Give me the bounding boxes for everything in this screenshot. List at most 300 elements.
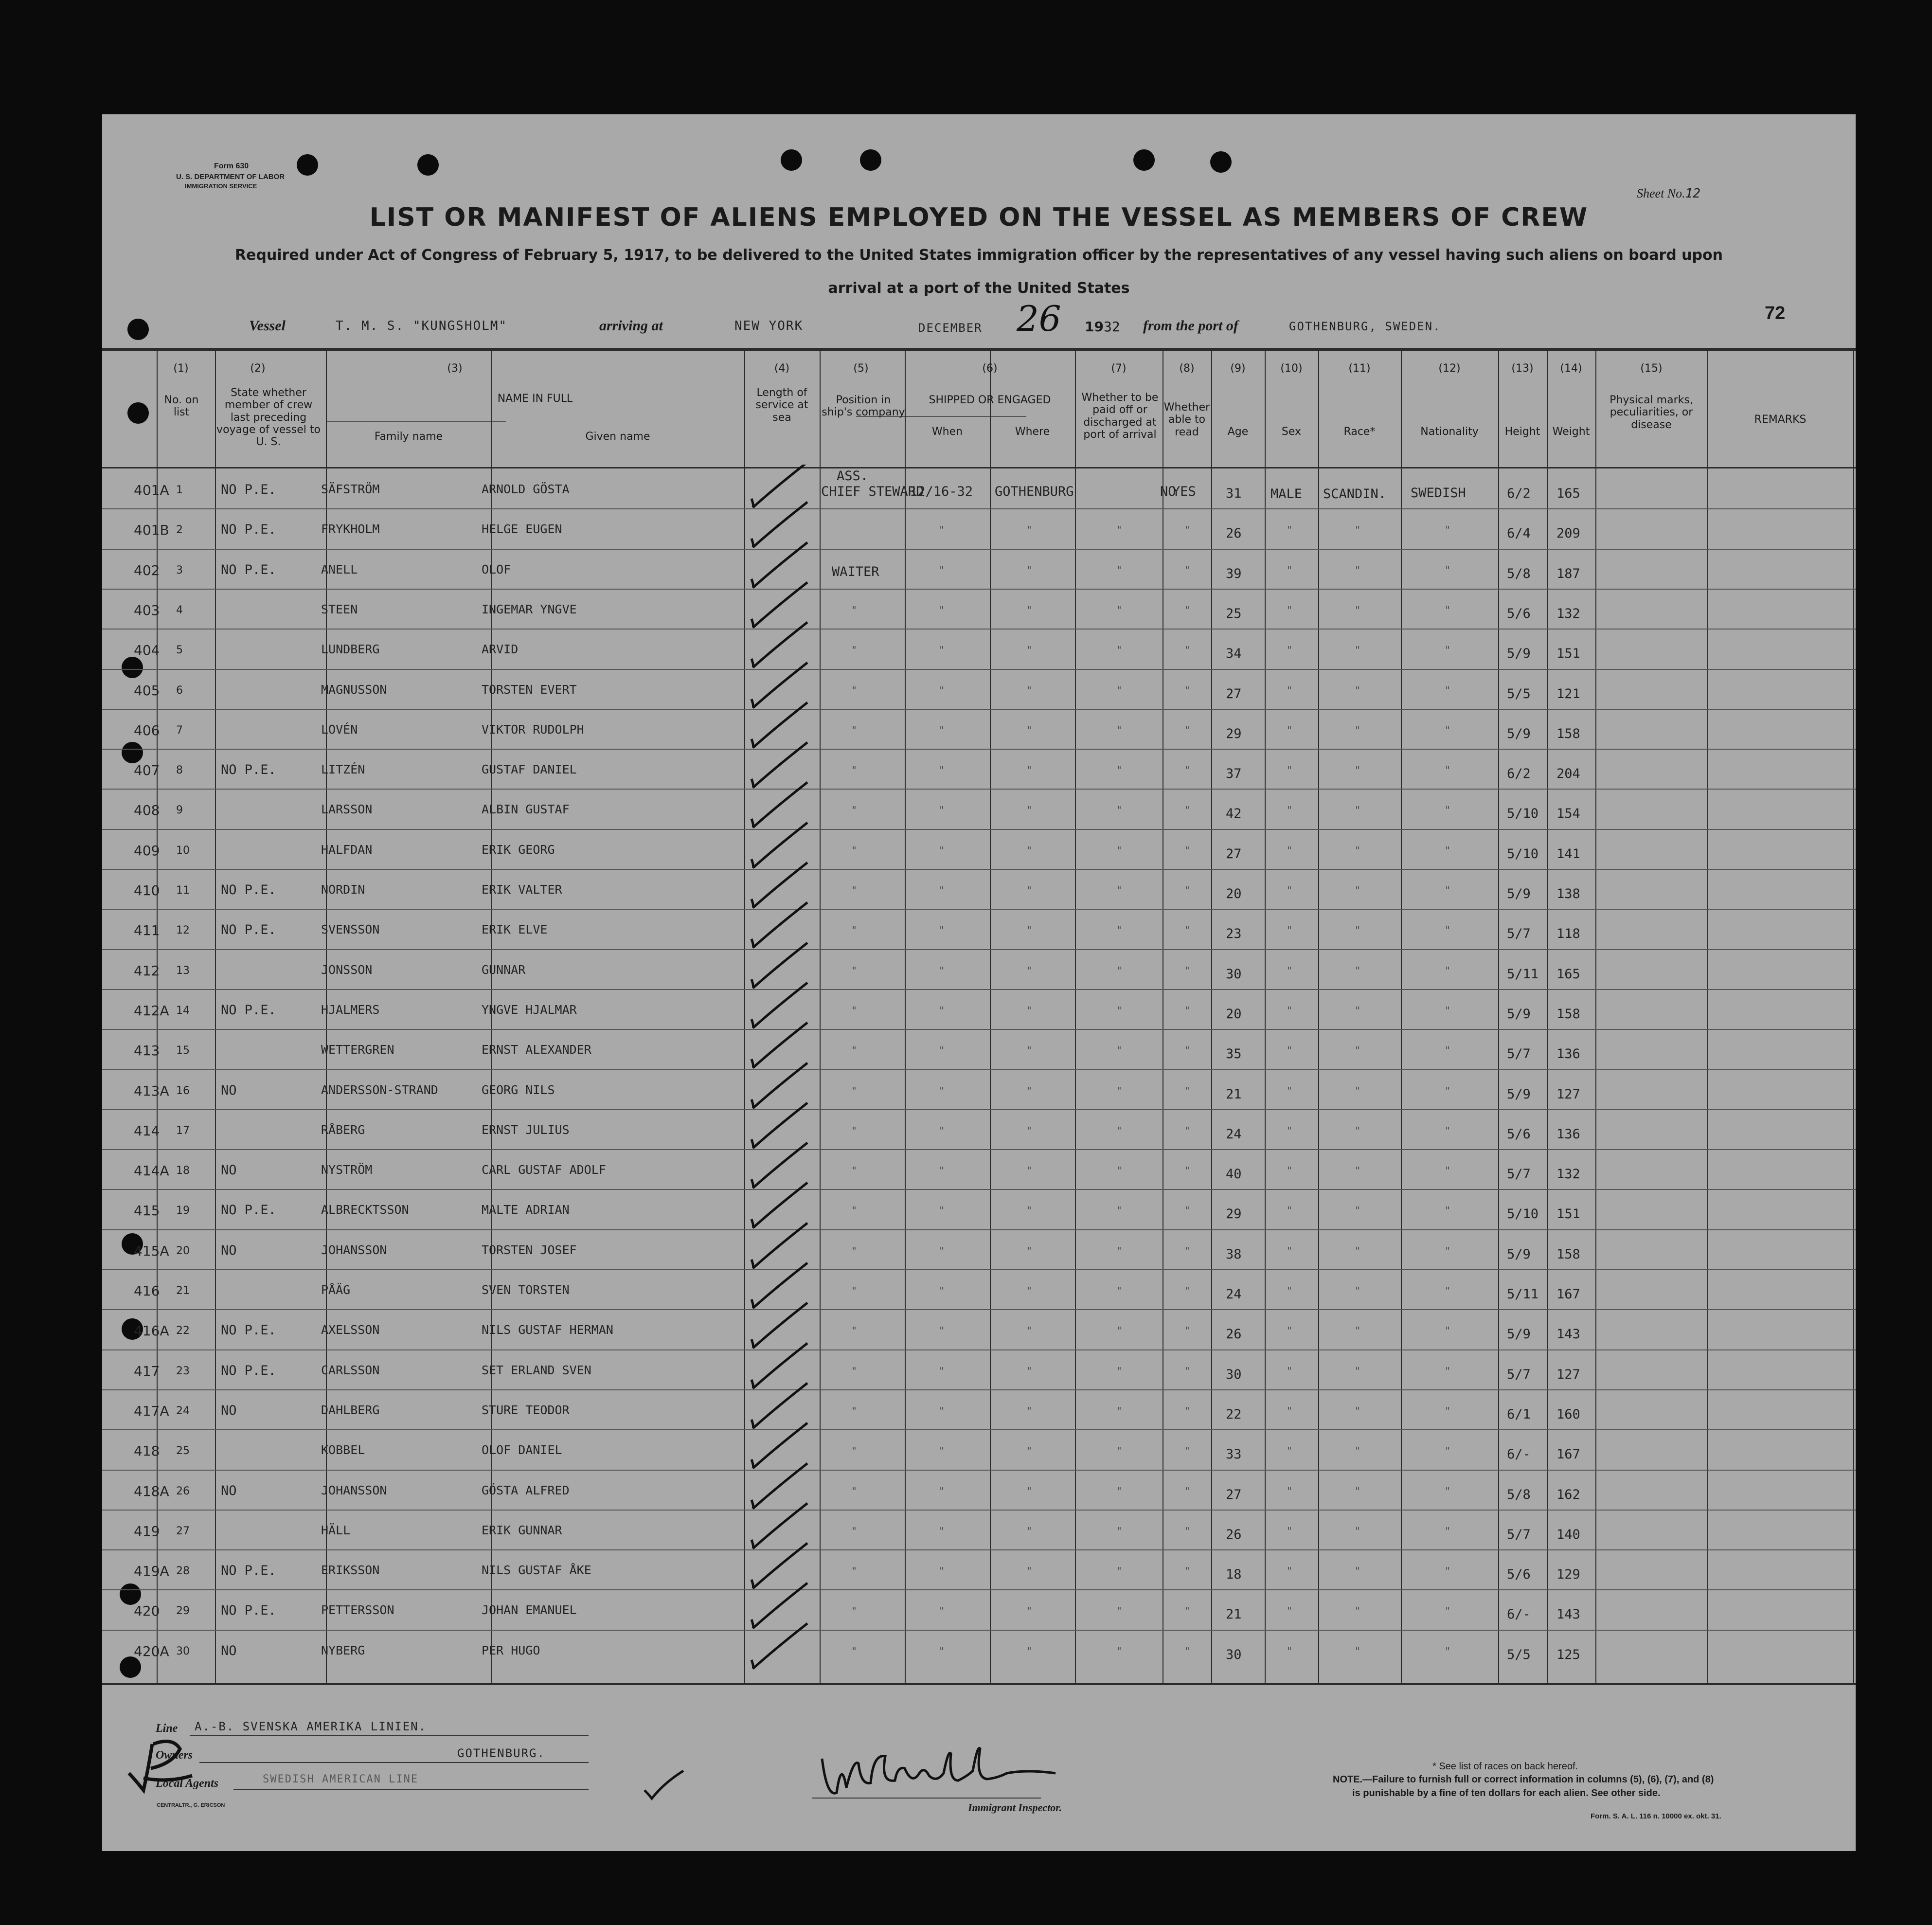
service-check-mark xyxy=(751,1543,807,1588)
ditto-mark: " xyxy=(939,1205,945,1216)
height: 5/9 xyxy=(1507,1247,1531,1262)
ditto-mark: " xyxy=(1026,604,1033,616)
ditto-mark: " xyxy=(851,1405,858,1417)
ditto-mark: " xyxy=(1116,1645,1123,1657)
sheet-number xyxy=(1637,186,1700,201)
ditto-mark: " xyxy=(1184,724,1191,736)
ditto-mark: " xyxy=(1287,684,1293,696)
ditto-mark: " xyxy=(1355,1605,1361,1617)
weight: 165 xyxy=(1556,967,1580,982)
ditto-mark: " xyxy=(939,684,945,696)
ditto-mark: " xyxy=(1287,1205,1293,1216)
arrival-year xyxy=(1085,319,1120,335)
ditto-mark: " xyxy=(1116,1085,1123,1097)
ditto-mark: " xyxy=(1355,1445,1361,1457)
list-number: 14 xyxy=(176,1005,190,1017)
ditto-mark: " xyxy=(1355,1405,1361,1417)
previous-voyage: NO P.E. xyxy=(221,1603,276,1618)
ditto-mark: " xyxy=(851,1325,858,1336)
ditto-mark: " xyxy=(939,884,945,896)
col5-header: Position in ship's company xyxy=(822,394,905,419)
ditto-mark: " xyxy=(939,764,945,776)
height: 5/11 xyxy=(1507,1287,1539,1302)
ditto-mark: " xyxy=(1355,644,1361,656)
manifest-ref: 406 xyxy=(134,722,160,738)
weight: 151 xyxy=(1556,1206,1580,1222)
ditto-mark: " xyxy=(1287,1445,1293,1457)
ditto-mark: " xyxy=(1026,1405,1033,1417)
manifest-ref: 420A xyxy=(134,1643,169,1659)
height: 5/9 xyxy=(1507,886,1531,901)
col13-header: Height xyxy=(1504,426,1540,438)
ditto-mark: " xyxy=(1355,884,1361,896)
ditto-mark: " xyxy=(1184,804,1191,816)
col4-header: Length of service at sea xyxy=(755,387,808,424)
given-name: ERNST JULIUS xyxy=(482,1123,570,1137)
age: 24 xyxy=(1226,1287,1242,1302)
ditto-mark: " xyxy=(1445,564,1451,576)
height: 5/7 xyxy=(1507,1167,1531,1182)
service-check-mark xyxy=(751,622,807,667)
ditto-mark: " xyxy=(1116,604,1123,616)
form-reference: Form. S. A. L. 116 n. 10000 ex. okt. 31. xyxy=(1591,1812,1721,1820)
ditto-mark: " xyxy=(1287,524,1293,536)
weight: 158 xyxy=(1556,1247,1580,1262)
weight: 165 xyxy=(1556,486,1580,501)
given-name: SVEN TORSTEN xyxy=(482,1283,570,1297)
ditto-mark: " xyxy=(1287,1165,1293,1176)
age: 27 xyxy=(1226,846,1242,862)
position-waiter: WAITER xyxy=(832,564,879,579)
manifest-ref: 403 xyxy=(134,602,160,618)
ditto-mark: " xyxy=(1116,1325,1123,1336)
service-check-marks xyxy=(734,465,832,1710)
weight: 132 xyxy=(1556,1167,1580,1182)
ditto-mark: " xyxy=(1026,845,1033,856)
manifest-ref: 417A xyxy=(134,1403,169,1419)
list-number: 16 xyxy=(176,1085,190,1097)
ditto-mark: " xyxy=(1355,1085,1361,1097)
list-number: 18 xyxy=(176,1165,190,1177)
service-check-mark xyxy=(751,943,807,988)
family-name: JOHANSSON xyxy=(321,1483,387,1497)
family-name: NORDIN xyxy=(321,882,365,897)
manifest-ref: 413 xyxy=(134,1043,160,1059)
list-number: 6 xyxy=(176,684,183,697)
previous-voyage: NO P.E. xyxy=(221,1203,276,1218)
height: 6/- xyxy=(1507,1447,1531,1462)
ditto-mark: " xyxy=(1116,644,1123,656)
age: 34 xyxy=(1226,646,1242,661)
weight: 143 xyxy=(1556,1327,1580,1342)
list-number: 4 xyxy=(176,604,183,616)
ditto-mark: " xyxy=(1445,524,1451,536)
family-name: PÅÄG xyxy=(321,1283,351,1297)
service-check-mark xyxy=(751,823,807,868)
list-number: 20 xyxy=(176,1245,190,1257)
ditto-mark: " xyxy=(939,1325,945,1336)
service-check-mark xyxy=(751,702,807,748)
ditto-mark: " xyxy=(1116,764,1123,776)
col6a-header: When xyxy=(931,426,963,438)
ditto-mark: " xyxy=(1287,1005,1293,1016)
ditto-mark: " xyxy=(1445,764,1451,776)
arrival-month: DECEMBER xyxy=(918,321,983,335)
given-name: ARVID xyxy=(482,642,519,656)
given-name: ALBIN GUSTAF xyxy=(482,802,570,816)
ditto-mark: " xyxy=(1445,1044,1451,1056)
list-number: 10 xyxy=(176,845,190,857)
weight: 136 xyxy=(1556,1127,1580,1142)
height: 6/4 xyxy=(1507,526,1531,541)
manifest-ref: 408 xyxy=(134,802,160,818)
ditto-mark: " xyxy=(1287,1485,1293,1497)
subtitle-line-1: Required under Act of Congress of February 5, 1917, to be delivered to the United States immigration officer by the representatives of any vessel having such aliens on board upon xyxy=(235,247,1723,264)
previous-voyage: NO xyxy=(221,1643,237,1658)
ditto-mark: " xyxy=(851,1445,858,1457)
form-number: Form 630 xyxy=(214,162,249,170)
given-name: ERIK VALTER xyxy=(482,882,562,897)
age: 26 xyxy=(1226,526,1242,541)
ditto-mark: " xyxy=(851,1245,858,1257)
ditto-mark: " xyxy=(1445,1365,1451,1377)
manifest-ref: 409 xyxy=(134,843,160,859)
manifest-ref: 420 xyxy=(134,1603,160,1619)
position-line-1: ASS. xyxy=(837,468,869,484)
age: 22 xyxy=(1226,1407,1242,1422)
list-number: 13 xyxy=(176,965,190,977)
ditto-mark: " xyxy=(1184,524,1191,536)
ditto-mark: " xyxy=(1445,1085,1451,1097)
given-name: PER HUGO xyxy=(482,1643,540,1657)
ditto-mark: " xyxy=(1184,924,1191,936)
ditto-mark: " xyxy=(1184,1605,1191,1617)
age: 20 xyxy=(1226,886,1242,901)
col6-number: (6) xyxy=(982,362,998,375)
family-name: LITZÉN xyxy=(321,762,365,776)
weight: 125 xyxy=(1556,1647,1580,1662)
age: 27 xyxy=(1226,686,1242,702)
given-name: OLOF DANIEL xyxy=(482,1443,562,1457)
col15-header: Physical marks, peculiarities, or disease xyxy=(1610,394,1693,431)
weight: 167 xyxy=(1556,1287,1580,1302)
ditto-mark: " xyxy=(851,604,858,616)
weight: 138 xyxy=(1556,886,1580,901)
age: 31 xyxy=(1226,486,1242,501)
previous-voyage: NO P.E. xyxy=(221,1363,276,1378)
list-number: 22 xyxy=(176,1325,190,1337)
col1-header: No. on list xyxy=(164,394,199,419)
given-name: ERIK GEORG xyxy=(482,843,555,857)
ditto-mark: " xyxy=(1445,724,1451,736)
ditto-mark: " xyxy=(1116,1525,1123,1537)
ditto-mark: " xyxy=(1355,1365,1361,1377)
ditto-mark: " xyxy=(1355,1205,1361,1216)
age: 29 xyxy=(1226,1206,1242,1222)
ditto-mark: " xyxy=(1026,1245,1033,1257)
family-name: MAGNUSSON xyxy=(321,683,387,697)
ditto-mark: " xyxy=(1287,1125,1293,1136)
given-name: OLOF xyxy=(482,562,511,576)
ditto-mark: " xyxy=(851,764,858,776)
ditto-mark: " xyxy=(939,1405,945,1417)
ditto-mark: " xyxy=(1116,1285,1123,1296)
manifest-ref: 417 xyxy=(134,1363,160,1379)
list-number: 8 xyxy=(176,764,183,776)
col2-number: (2) xyxy=(250,362,266,375)
age: 39 xyxy=(1226,566,1242,581)
ditto-mark: " xyxy=(1445,845,1451,856)
ditto-mark: " xyxy=(1184,1245,1191,1257)
service-check-mark xyxy=(751,663,807,708)
list-number: 11 xyxy=(176,884,190,897)
given-name: GUNNAR xyxy=(482,963,526,977)
ditto-mark: " xyxy=(1287,924,1293,936)
ditto-mark: " xyxy=(1445,1485,1451,1497)
weight: 204 xyxy=(1556,766,1580,781)
punch-hole xyxy=(1210,151,1232,173)
ditto-mark: " xyxy=(1287,1245,1293,1257)
age: 42 xyxy=(1226,806,1242,821)
previous-voyage: NO P.E. xyxy=(221,882,276,898)
year-prefix: 19 xyxy=(1085,319,1104,335)
sex: MALE xyxy=(1270,486,1303,502)
ditto-mark: " xyxy=(851,884,858,896)
ditto-mark: " xyxy=(851,1605,858,1617)
list-number: 17 xyxy=(176,1125,190,1137)
age: 38 xyxy=(1226,1247,1242,1262)
age: 26 xyxy=(1226,1527,1242,1542)
col14-header: Weight xyxy=(1552,426,1590,438)
weight: 151 xyxy=(1556,646,1580,661)
manifest-ref: 401A xyxy=(134,482,169,498)
manifest-ref: 407 xyxy=(134,762,160,778)
list-number: 5 xyxy=(176,644,183,656)
ditto-mark: " xyxy=(1355,764,1361,776)
list-number: 26 xyxy=(176,1485,190,1497)
service-check-mark xyxy=(751,542,807,588)
given-name: ERIK ELVE xyxy=(482,922,548,936)
family-name: LARSSON xyxy=(321,802,373,816)
age: 26 xyxy=(1226,1327,1242,1342)
ditto-mark: " xyxy=(1445,1645,1451,1657)
ditto-mark: " xyxy=(1026,1125,1033,1136)
ditto-mark: " xyxy=(1026,644,1033,656)
ditto-mark: " xyxy=(1445,684,1451,696)
punch-hole xyxy=(417,154,439,176)
ditto-mark: " xyxy=(1026,1605,1033,1617)
ditto-mark: " xyxy=(1116,564,1123,576)
height: 5/9 xyxy=(1507,1327,1531,1342)
family-name: FRYKHOLM xyxy=(321,522,380,536)
ditto-mark: " xyxy=(851,1565,858,1577)
ditto-mark: " xyxy=(1184,1365,1191,1377)
ditto-mark: " xyxy=(1287,1405,1293,1417)
height: 6/2 xyxy=(1507,766,1531,781)
page-title: LIST OR MANIFEST OF ALIENS EMPLOYED ON THE VESSEL AS MEMBERS OF CREW xyxy=(369,203,1589,232)
ditto-mark: " xyxy=(1355,804,1361,816)
shipped-where: GOTHENBURG xyxy=(995,484,1074,499)
service-check-mark xyxy=(751,1503,807,1548)
col7-header: Whether to be paid off or discharged at port of arrival xyxy=(1081,392,1159,441)
ditto-mark: " xyxy=(1184,1445,1191,1457)
col13-number: (13) xyxy=(1511,362,1534,375)
ditto-mark: " xyxy=(1445,1285,1451,1296)
ditto-mark: " xyxy=(1184,1405,1191,1417)
paid-off: NO xyxy=(1160,484,1176,499)
ditto-mark: " xyxy=(1026,1005,1033,1016)
weight: 187 xyxy=(1556,566,1580,581)
weight: 158 xyxy=(1556,1007,1580,1022)
subtitle-line-2: arrival at a port of the United States xyxy=(828,280,1130,297)
ditto-mark: " xyxy=(1116,804,1123,816)
given-name: GÖSTA ALFRED xyxy=(482,1483,570,1497)
list-number: 7 xyxy=(176,724,183,737)
height: 5/8 xyxy=(1507,1487,1531,1502)
given-name: ERIK GUNNAR xyxy=(482,1523,562,1537)
manifest-ref: 418A xyxy=(134,1483,169,1499)
punch-hole xyxy=(127,402,149,424)
age: 21 xyxy=(1226,1087,1242,1102)
previous-voyage: NO P.E. xyxy=(221,1563,276,1578)
ditto-mark: " xyxy=(1287,564,1293,576)
col15-number: (15) xyxy=(1640,362,1663,375)
manifest-ref: 415 xyxy=(134,1203,160,1219)
ditto-mark: " xyxy=(1026,724,1033,736)
service-check-mark xyxy=(751,1343,807,1388)
family-name: JONSSON xyxy=(321,963,373,977)
ditto-mark: " xyxy=(851,845,858,856)
ditto-mark: " xyxy=(1355,1044,1361,1056)
ditto-mark: " xyxy=(1116,1205,1123,1216)
service-check-mark xyxy=(751,1103,807,1148)
punch-hole xyxy=(1133,149,1155,171)
col11-header: Race* xyxy=(1343,426,1376,438)
ditto-mark: " xyxy=(1116,684,1123,696)
age: 40 xyxy=(1226,1167,1242,1182)
ditto-mark: " xyxy=(1445,1525,1451,1537)
ditto-mark: " xyxy=(1287,1605,1293,1617)
arriving-label: arriving at xyxy=(599,318,663,334)
ditto-mark: " xyxy=(851,1525,858,1537)
note-races: * See list of races on back hereof. xyxy=(1432,1761,1578,1772)
previous-voyage: NO P.E. xyxy=(221,762,276,777)
ditto-mark: " xyxy=(1355,845,1361,856)
ditto-mark: " xyxy=(1287,965,1293,976)
ditto-mark: " xyxy=(1116,1445,1123,1457)
manifest-ref: 401B xyxy=(134,522,169,538)
family-name: STEEN xyxy=(321,602,358,616)
punch-hole xyxy=(781,149,802,171)
ditto-mark: " xyxy=(1184,845,1191,856)
ditto-mark: " xyxy=(1445,884,1451,896)
ditto-mark: " xyxy=(1116,1405,1123,1417)
weight: 158 xyxy=(1556,726,1580,741)
weight: 127 xyxy=(1556,1087,1580,1102)
manifest-ref: 416A xyxy=(134,1323,169,1339)
list-number: 23 xyxy=(176,1365,190,1377)
service-check-mark xyxy=(751,1423,807,1468)
col3-number: (3) xyxy=(447,362,463,375)
height: 5/9 xyxy=(1507,646,1531,661)
weight: 209 xyxy=(1556,526,1580,541)
manifest-ref: 405 xyxy=(134,683,160,699)
ditto-mark: " xyxy=(1116,965,1123,976)
ditto-mark: " xyxy=(1184,684,1191,696)
weight: 167 xyxy=(1556,1447,1580,1462)
ditto-mark: " xyxy=(1026,1085,1033,1097)
weight: 141 xyxy=(1556,846,1580,862)
ditto-mark: " xyxy=(1026,924,1033,936)
list-number: 30 xyxy=(176,1645,190,1657)
ditto-mark: " xyxy=(1445,604,1451,616)
ditto-mark: " xyxy=(1026,1445,1033,1457)
ditto-mark: " xyxy=(939,1285,945,1296)
col6-header: SHIPPED OR ENGAGED xyxy=(929,394,1051,406)
service-check-mark xyxy=(751,1143,807,1188)
note-penalty-2: is punishable by a fine of ten dollars for each alien. See other side. xyxy=(1352,1788,1661,1799)
previous-voyage: NO xyxy=(221,1083,237,1098)
ditto-mark: " xyxy=(939,524,945,536)
ditto-mark: " xyxy=(1287,804,1293,816)
ditto-mark: " xyxy=(939,724,945,736)
age: 30 xyxy=(1226,1367,1242,1382)
ditto-mark: " xyxy=(1287,884,1293,896)
height: 5/10 xyxy=(1507,1206,1539,1222)
ditto-mark: " xyxy=(939,1085,945,1097)
service-check-mark xyxy=(751,1583,807,1628)
printer-credit: CENTRALTR., G. ERICSON xyxy=(157,1802,225,1808)
ditto-mark: " xyxy=(939,604,945,616)
family-name: ANDERSSON-STRAND xyxy=(321,1083,438,1097)
list-number: 2 xyxy=(176,524,183,536)
family-name: HJALMERS xyxy=(321,1003,380,1017)
ditto-mark: " xyxy=(851,1205,858,1216)
ditto-mark: " xyxy=(1026,524,1033,536)
age: 35 xyxy=(1226,1046,1242,1061)
ditto-mark: " xyxy=(1445,1445,1451,1457)
ditto-mark: " xyxy=(1026,1325,1033,1336)
height: 5/7 xyxy=(1507,926,1531,941)
departure-port: GOTHENBURG, SWEDEN. xyxy=(1289,320,1441,333)
ditto-mark: " xyxy=(939,1645,945,1657)
punch-hole xyxy=(127,319,149,340)
ditto-mark: " xyxy=(939,564,945,576)
ditto-mark: " xyxy=(1287,845,1293,856)
ditto-mark: " xyxy=(939,1165,945,1176)
ditto-mark: " xyxy=(1445,1565,1451,1577)
ditto-mark: " xyxy=(1184,965,1191,976)
able-to-read: YES xyxy=(1172,484,1196,499)
height: 6/- xyxy=(1507,1607,1531,1622)
line-label: Line xyxy=(156,1722,178,1735)
nationality: SWEDISH xyxy=(1411,486,1466,501)
ditto-mark: " xyxy=(1355,1285,1361,1296)
family-name: HALFDAN xyxy=(321,843,373,857)
previous-voyage: NO P.E. xyxy=(221,482,276,497)
ditto-mark: " xyxy=(1184,1085,1191,1097)
given-name: TORSTEN EVERT xyxy=(482,683,577,697)
col12-number: (12) xyxy=(1438,362,1461,375)
punch-hole xyxy=(122,657,143,678)
family-name: DAHLBERG xyxy=(321,1403,380,1417)
ditto-mark: " xyxy=(1355,604,1361,616)
given-name: MALTE ADRIAN xyxy=(482,1203,570,1217)
ditto-mark: " xyxy=(1184,1485,1191,1497)
ditto-mark: " xyxy=(1355,724,1361,736)
ditto-mark: " xyxy=(1184,884,1191,896)
height: 5/8 xyxy=(1507,566,1531,581)
